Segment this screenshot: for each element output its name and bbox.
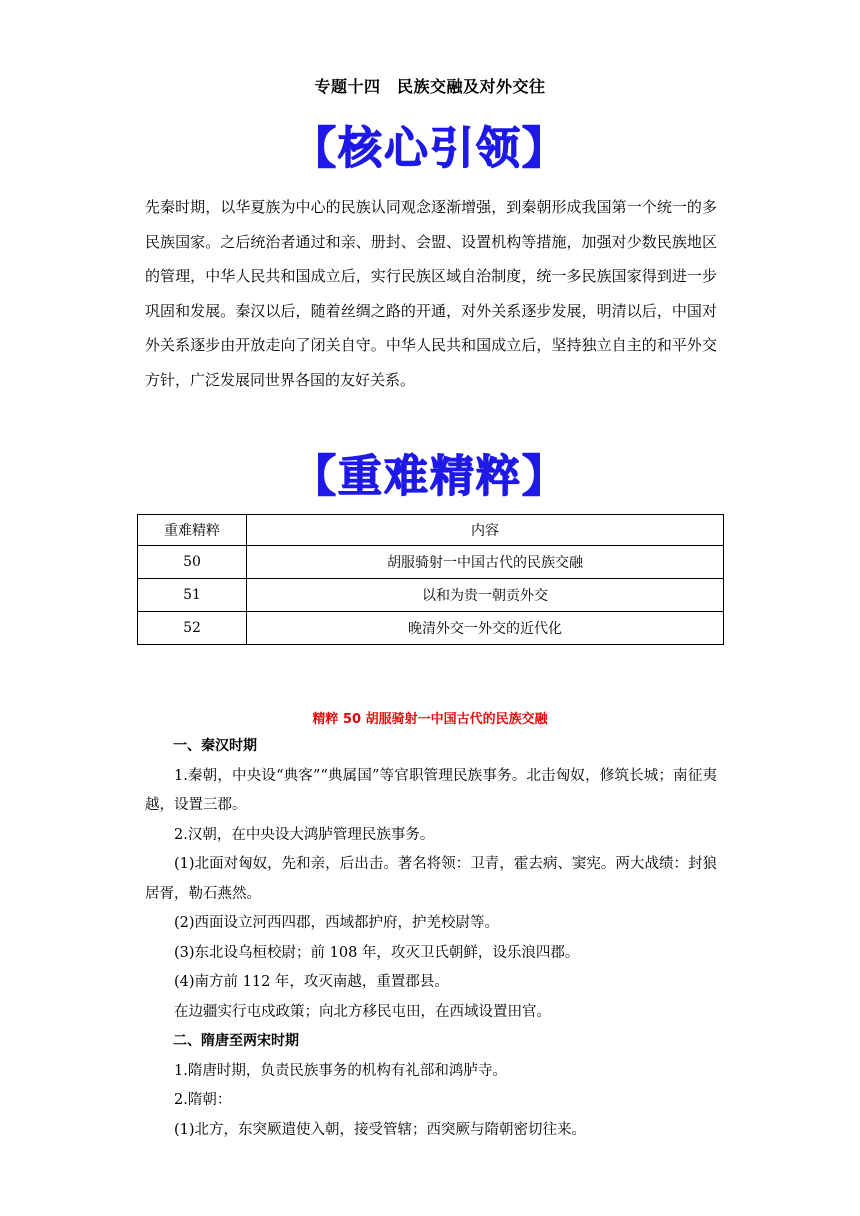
body-paragraph: 1.秦朝，中央设“典客”“典属国”等官职管理民族事务。北击匈奴，修筑长城；南征夷越，设置三郡。 [145,767,717,813]
subsection-heading: 二、隋唐至两宋时期 [173,1033,299,1049]
table-cell-number: 50 [138,546,247,579]
table-cell-content: 晚清外交一外交的近代化 [247,612,724,645]
table-row [138,579,724,612]
table-cell-number: 52 [138,612,247,645]
body-paragraph: 2.隋朝： [174,1092,232,1108]
key-points-table [137,514,724,645]
body-paragraph: (3)东北设乌桓校尉；前 108 年，攻灭卫氏朝鲜，设乐浪四郡。 [174,944,580,961]
table-cell-number: 51 [138,579,247,612]
core-guidance-banner: 【核心引领】 [292,123,568,174]
section-title: 精粹 50 胡服骑射一中国古代的民族交融 [312,712,548,727]
table-header-cell: 内容 [247,515,724,546]
body-paragraph: 在边疆实行屯戍政策；向北方移民屯田，在西域设置田官。 [174,1003,551,1020]
body-paragraph: (1)北方，东突厥遣使入朝，接受管辖；西突厥与隋朝密切往来。 [174,1121,587,1138]
key-points-banner: 【重难精粹】 [292,451,568,502]
table-row [138,546,724,579]
body-paragraph: (4)南方前 112 年，攻灭南越，重置郡县。 [174,974,449,990]
table-cell-content: 以和为贵一朝贡外交 [247,579,724,612]
section-body [145,732,717,1145]
body-paragraph: (2)西面设立河西四郡，西域都护府，护羌校尉等。 [174,915,500,931]
table-header-cell: 重难精粹 [138,515,247,546]
table-row [138,612,724,645]
subsection-heading: 一、秦汉时期 [173,738,257,754]
table-cell-content: 胡服骑射一中国古代的民族交融 [247,546,724,579]
intro-paragraph: 先秦时期，以华夏族为中心的民族认同观念逐渐增强，到秦朝形成我国第一个统一的多民族国家。之后统治者通过和亲、册封、会盟、设置机构等措施，加强对少数民族地区的管理，中华人民共和国成立后，实行民族区域自治制度，统一多民族国家得到进一步巩固和发展。秦汉以后，随着丝绸之路的开通，对外关系逐步发展，明清以后，中国对外关系逐步由开放走向了闭关自守。中华人民共和国成立后，坚持独立自主的和平外交方针，广泛发展同世界各国的友好关系。 [145,198,717,389]
body-paragraph: 2.汉朝，在中央设大鸿胪管理民族事务。 [174,826,435,843]
body-paragraph: (1)北面对匈奴，先和亲，后出击。著名将领：卫青，霍去病、窦宪。两大战绩：封狼居胥，勒石燕然。 [145,856,717,902]
document-title: 专题十四 民族交融及对外交往 [314,77,546,96]
table-header-row [138,515,724,546]
body-paragraph: 1.隋唐时期，负责民族事务的机构有礼部和鸿胪寺。 [174,1062,507,1079]
